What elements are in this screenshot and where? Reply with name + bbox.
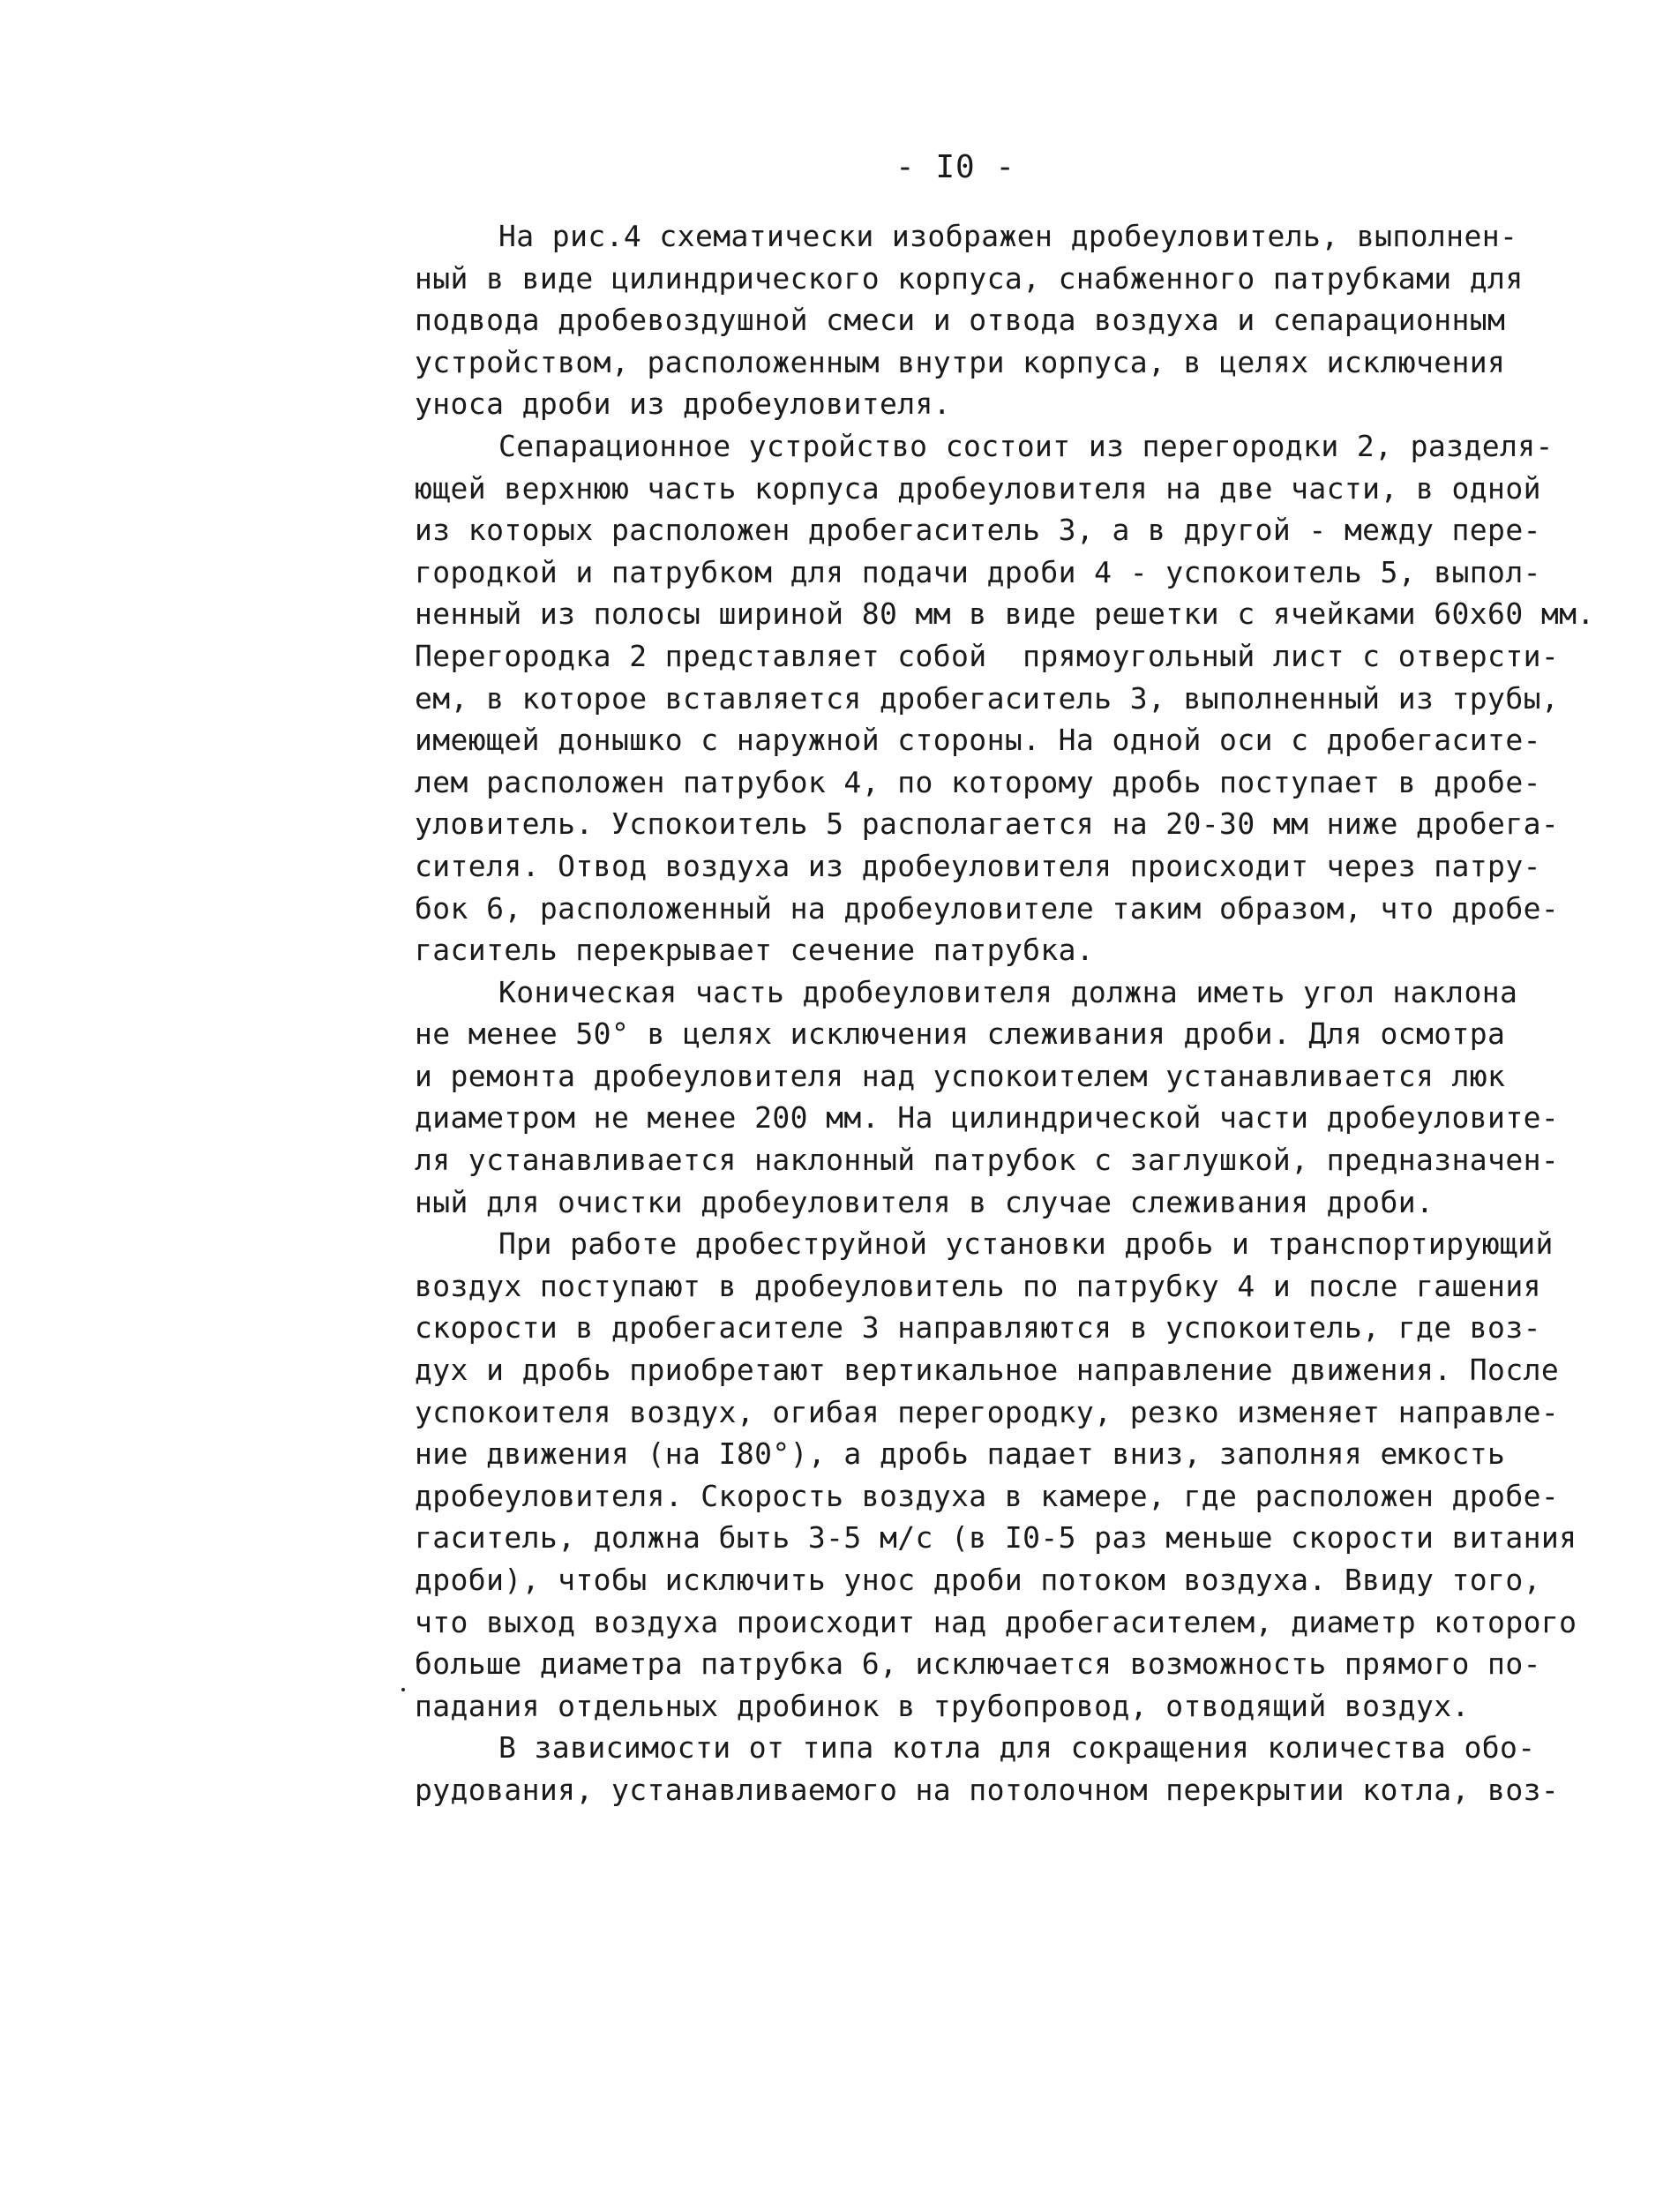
paragraph (415, 1727, 1560, 1811)
paragraph (415, 425, 1595, 971)
text-line: подвода дробевоздушной смеси и отвода воздуха и сепарационным (415, 303, 1506, 338)
text-line: гаситель перекрывает сечение патрубка. (415, 933, 1095, 968)
text-line: дух и дробь приобретают вертикальное направление движения. После (415, 1353, 1560, 1388)
text-line: ющей верхнюю часть корпуса дробеуловителя на две части, в одной (415, 470, 1541, 506)
text-line: ный для очистки дробеуловителя в случае слеживания дроби. (415, 1184, 1435, 1219)
body-text (415, 215, 1595, 1811)
text-line: рудования, устанавливаемого на потолочном перекрытии котла, воз- (415, 1772, 1560, 1807)
text-line: Коническая часть дробеуловителя должна иметь угол наклона (498, 974, 1518, 1009)
text-line: ем, в которое вставляется дробегаситель 3, выполненный из трубы, (415, 680, 1560, 716)
text-line: ля устанавливается наклонный патрубок с заглушкой, предназначен- (415, 1143, 1560, 1178)
text-line: падания отдельных дробинок в трубопровод, отводящий воздух. (415, 1688, 1470, 1723)
page-number: - I0 - (895, 149, 1016, 185)
text-line: лем расположен патрубок 4, по которому дробь поступает в дробе- (415, 764, 1541, 799)
paragraph (415, 215, 1535, 425)
text-line: скорости в дробегасителе 3 направляются в успокоитель, где воз- (415, 1310, 1541, 1346)
text-line: диаметром не менее 200 мм. На цилиндрической части дробеуловите- (415, 1100, 1560, 1136)
text-line: дроби), чтобы исключить унос дроби потоком воздуха. Ввиду того, (415, 1563, 1541, 1597)
text-line: уноса дроби из дробеуловителя. (415, 386, 952, 422)
text-line: Сепарационное устройство состоит из перегородки 2, разделя- (498, 428, 1554, 463)
text-line: из которых расположен дробегаситель 3, а в другой - между пере- (415, 513, 1541, 548)
text-line: что выход воздуха происходит над дробегасителем, диаметр которого (415, 1604, 1577, 1639)
text-line: бок 6, расположенный на дробеуловителе таким образом, что дробе- (415, 890, 1560, 926)
text-line: устройством, расположенным внутри корпуса, в целях исключения (415, 344, 1506, 379)
text-line: и ремонта дробеуловителя над успокоителем устанавливается люк (415, 1058, 1506, 1093)
text-line: дробеуловителя. Скорость воздуха в камере, где расположен дробе- (415, 1478, 1560, 1513)
paragraph (415, 971, 1560, 1224)
text-line: ние движения (на I80°), а дробь падает вниз, заполняя емкость (415, 1436, 1506, 1472)
text-line: ный в виде цилиндрического корпуса, снабженного патрубками для (415, 260, 1524, 296)
text-line: Перегородка 2 представляет собой прямоугольный лист с отверсти- (415, 638, 1560, 673)
text-line: ненный из полосы шириной 80 мм в виде решетки с ячейками 60х60 мм. (415, 596, 1595, 632)
text-line: сителя. Отвод воздуха из дробеуловителя происходит через патру- (415, 848, 1541, 883)
text-line: городкой и патрубком для подачи дроби 4 - успокоитель 5, выпол- (415, 554, 1541, 589)
text-line: гаситель, должна быть 3-5 м/с (в I0-5 раз меньше скорости витания (415, 1520, 1577, 1556)
text-line: не менее 50° в целях исключения слеживания дроби. Для осмотра (415, 1016, 1506, 1052)
text-line: В зависимости от типа котла для сокращения количества обо- (498, 1730, 1536, 1766)
text-line: больше диаметра патрубка 6, исключается возможность прямого по- (415, 1646, 1541, 1682)
text-line: При работе дробеструйной установки дробь и транспортирующий (498, 1226, 1554, 1262)
text-line: На рис.4 схематически изображен дробеуловитель, выполнен- (498, 219, 1518, 253)
text-line: успокоителя воздух, огибая перегородку, резко изменяет направле- (415, 1394, 1560, 1429)
text-line: имеющей донышко с наружной стороны. На одной оси с дробегасите- (415, 723, 1541, 758)
paragraph (415, 1223, 1577, 1727)
text-line: воздух поступают в дробеуловитель по патрубку 4 и после гашения (415, 1268, 1541, 1303)
margin-dot (401, 1688, 405, 1691)
text-line: уловитель. Успокоитель 5 располагается на 20-30 мм ниже дробега- (415, 806, 1560, 842)
